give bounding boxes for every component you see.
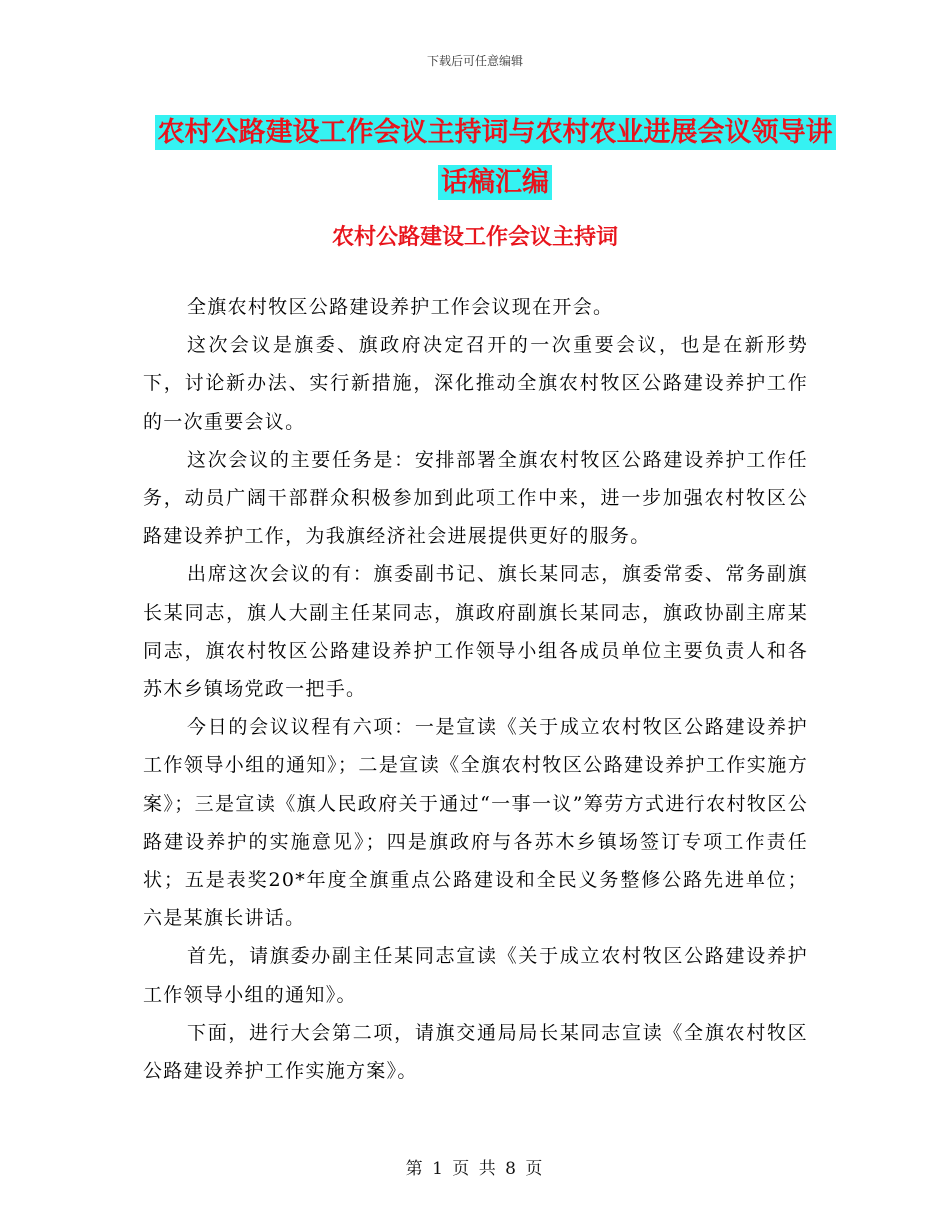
document-body xyxy=(143,288,808,1090)
document-title xyxy=(150,108,840,208)
paragraph: 首先，请旗委办副主任某同志宣读《关于成立农村牧区公路建设养护工作领导小组的通知》。 xyxy=(143,945,808,1006)
section-title: 农村公路建设工作会议主持词 xyxy=(331,225,618,250)
paragraph: 这次会议的主要任务是：安排部署全旗农村牧区公路建设养护工作任务，动员广阔干部群众积极参加到此项工作中来，进一步加强农村牧区公路建设养护工作，为我旗经济社会进展提供更好的服务。 xyxy=(143,448,808,548)
paragraph: 今日的会议议程有六项：一是宣读《关于成立农村牧区公路建设养护工作领导小组的通知》；二是宣读《全旗农村牧区公路建设养护工作实施方案》；三是宣读《旗人民政府关于通过“一事一议”筹劳方式进行农村牧区公路建设养护的实施意见》；四是旗政府与各苏木乡镇场签订专项工作责任状；五是表奖20*年度全旗重点公路建设和全民义务整修公路先进单位；六是某旗长讲话。 xyxy=(143,716,808,930)
paragraph: 全旗农村牧区公路建设养护工作会议现在开会。 xyxy=(187,296,614,318)
document-title-text: 农村公路建设工作会议主持词与农村农业进展会议领导讲话稿汇编 xyxy=(155,115,836,200)
paragraph: 出席这次会议的有：旗委副书记、旗长某同志，旗委常委、常务副旗长某同志，旗人大副主任某同志，旗政府副旗长某同志，旗政协副主席某同志，旗农村牧区公路建设养护工作领导小组各成员单位主要负责人和各苏木乡镇场党政一把手。 xyxy=(143,563,808,701)
page-header-note: 下载后可任意编辑 xyxy=(426,54,523,68)
paragraph: 这次会议是旗委、旗政府决定召开的一次重要会议，也是在新形势下，讨论新办法、实行新措施，深化推动全旗农村牧区公路建设养护工作的一次重要会议。 xyxy=(143,334,808,433)
page-number: 第 1 页 共 8 页 xyxy=(405,1159,545,1179)
paragraph: 下面，进行大会第二项，请旗交通局局长某同志宣读《全旗农村牧区公路建设养护工作实施方案》。 xyxy=(143,1021,808,1083)
